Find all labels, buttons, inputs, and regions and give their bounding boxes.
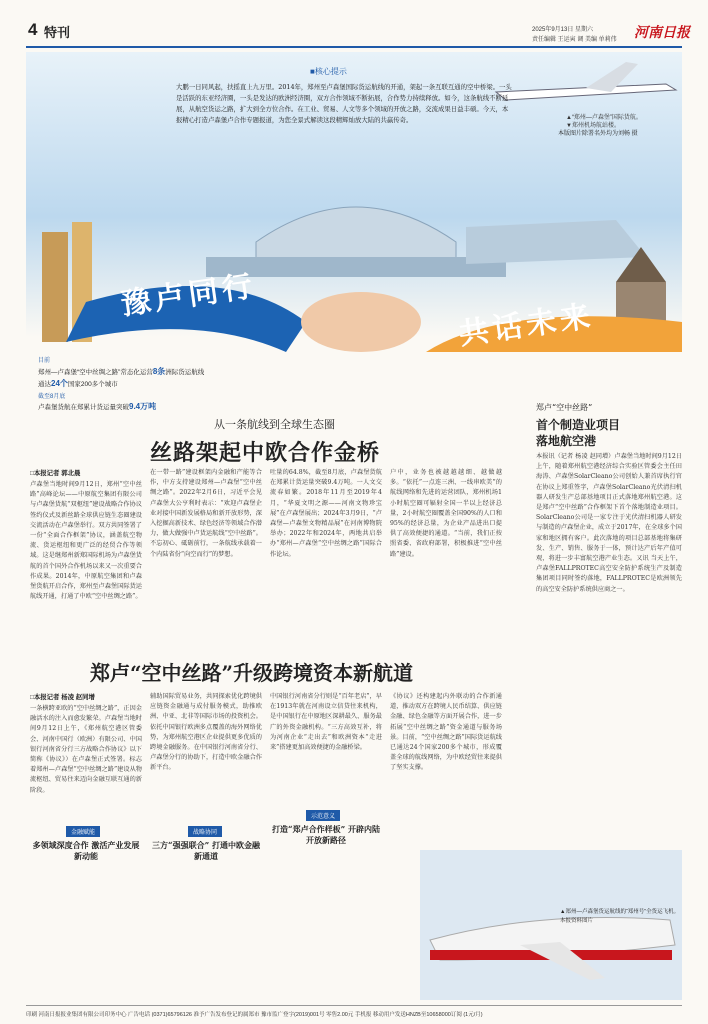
header-rule	[26, 46, 682, 48]
article2-tag-demo: 示范意义	[306, 810, 340, 821]
stat-routes-suffix: 洲际货运航线	[165, 369, 205, 376]
article1-col3: 吐量的64.8%，截至8月底，卢森堡货航在郑累计货运量突破9.4万吨。一人文交流春如繁。2018年11月至2019年4月，“华夏文明之源——河南文物珍宝展”在卢森堡展出；2024年3月9日，“卢森堡—卢森堡文物精品展”在河南博物院举办；2022年和2024年，两地共启举办“郑州—卢森堡“空中丝绸之路”国际合作论坛。	[270, 469, 382, 558]
stat-label-august: 截至8月底	[38, 394, 66, 400]
issue-date: 2025年9月13日 星期六	[532, 27, 594, 33]
stat-countries-text: 通达	[38, 381, 51, 388]
stat-countries-num: 24个	[51, 379, 68, 388]
article2-col4: 《协议》还构建起内外联动的合作新通道，推动双方在跨境人民币结算、供应链金融、绿色金融等方面开展合作，进一步拓展“空中丝绸之路”资金通道与服务场景。目前，“空中丝绸之路”国际货运航线已通达24个国家200多个城市，形成覆盖全球的航线网络，为中欧经贸往来提供了坚实支撑。	[390, 693, 502, 772]
article2-col3: 中国银行河南省分行则是“百年老店”，早在1913年就在河南设立信贷往来机构，是中国银行在中原地区深耕最久、服务最广的外资金融机构。“三方高效互补，将为河南企业“走出去”和欧洲资本“走进来”搭建更加高效便捷的金融桥梁。	[270, 693, 382, 752]
article1-col4: 户中，业务也被越越越细、越做越多。“依托”一点连三洲、一线串欧美”的航线网络和先进的运营团队，郑州机场1小时航空圈可辐射全国一半以上经济总量，2小时航空圈覆盖全国90%的人口和95%的经济总量，为企业产品进出口提供了高效便捷的通道。“当前，我们正按照省委、省政府部署，积极推进“空中丝路”建设。	[390, 469, 502, 558]
hero-caption-1: ▲“郑州—卢森堡”国际货航。	[566, 115, 642, 121]
right-article-body: 本报讯（记者 杨凌 赵同增）卢森堡当地时间9月12日上午，随着郑州航空港经济综合实验区管委会主任田海涛、卢森堡SolarCleano公司创始人兼首席执行官在协议上郑重签字，卢森堡SolarCleano光伏清扫机器人研发生产总部基地项目正式落地郑州航空港。这是郑卢“空中丝路”合作框架下首个落地制造业项目。SolarCleano公司是一家专注于光伏清扫机器人研发与制造的卢森堡企业，成立于2017年，在全球多个国家和地区拥有客户。此次落地的项目总部基地将集研发、生产、销售、服务于一体，预计达产后年产值可观，将进一步丰富航空港产业生态。又讯 当天上午，卢森堡FALLPROTEC高空安全防护系统生产及制造集团项目同时签约落地，FALLPROTEC是欧洲领先的高空安全防护系统供应商之一。	[536, 453, 682, 593]
slogan-right: 共话未来	[456, 298, 597, 353]
newspaper-logo: 河南日报	[634, 25, 690, 41]
masthead	[0, 0, 708, 52]
terminal-wing	[466, 220, 646, 264]
photo-credit: 本版图片除署名外均为刘畅 摄	[558, 131, 638, 137]
stat-label-current: 目前	[38, 358, 51, 364]
stat-routes-num: 8条	[152, 367, 166, 376]
article2-headline: 郑卢“空中丝路”升级跨境资本新航道	[90, 661, 414, 685]
article1-col1: 卢森堡当地时间9月12日，郑州“空中丝路”高峰论坛——中原航空集团有限公司与卢森堡货航“双枢纽”建设战略合作协议签约仪式及新丝路全球供应链生态圈建设交流活动在卢森堡举行。双方共同签署了一份“全面合作框架”协议，涵盖航空物流、货运枢纽和更广泛的经贸合作等领域。这是继郑州新郑国际机场为卢森堡货航的首个国外合作机场以来又一次重要合作成果。2014年，中原航空集团和卢森堡货航开启合作，郑州至卢森堡国际货运航线开通，打通了中欧“空中丝绸之路”。	[30, 481, 142, 601]
editors: 责任编辑 王运寅 调 美编 单莉伟	[532, 37, 617, 43]
stat-routes	[38, 366, 204, 377]
cargo-caption: ▲郑州—卢森堡货运航线的“郑州号”全货运飞机。本报资料图片	[560, 909, 680, 924]
stat-countries-suffix: 国家200多个城市	[67, 381, 118, 388]
hero-label: ■核心提示	[310, 67, 347, 76]
article2-tag-strategy: 战略协同	[188, 826, 222, 837]
plane-body	[496, 84, 676, 100]
article2-subhead-finance: 多领域深度合作 激活产业发展新动能	[32, 840, 140, 861]
right-title-2: 落地航空港	[536, 434, 597, 448]
article2-subhead-demo: 打造“郑卢合作样板” 开辟内陆开放新路径	[272, 824, 380, 845]
hero-caption-2: ▼郑州机场航站楼。	[566, 123, 620, 129]
article1-kicker: 从一条航线到全球生态圈	[214, 418, 335, 431]
stat-countries	[38, 378, 118, 389]
stat-volume-num: 9.4万吨	[129, 402, 157, 411]
article2-col1: 一条横跨亚欧的“空中丝绸之路”，正因金融活水的注入而愈发繁荣。卢森堡当地时间9月12日上午，《郑州航空港区管委会、河南中国行（欧洲）有限公司、中国银行河南省分行三方战略合作协议》以下简称《协议》）在卢森堡正式签署。标志着郑州—卢森堡“空中丝绸之路”建设从物流枢纽、贸易往来迈向金融互联互通的新阶段。	[30, 705, 142, 794]
right-kicker: 郑卢“空中丝路”	[536, 403, 593, 412]
right-title-1: 首个制造业项目	[536, 418, 621, 432]
article1-byline: □本报记者 郭北晨	[30, 470, 81, 477]
handshake	[301, 292, 421, 352]
hero-intro: 大鹏一日同风起，扶摇直上九万里。2014年，郑州至卢森堡国际货运航线的开通，架起一条互联互通的空中桥梁。一头是活跃的东亚经济圈，一头是发达的欧洲经济圈，双方合作领域不断拓展，合作势力持续释放。如今，这条航线不断延展，从航空货运之路，扩大到全方位合作。在工业、贸易、人文等多个领域的开放之路，交流成果日益丰硕。今天，本报精心打造卢森堡卢合作专题报道，为您全景式解读这段精辉灿放大陆的共赢传奇。	[176, 83, 512, 124]
article2-byline: □本报记者 杨凌 赵同增	[30, 694, 95, 701]
stat-volume-text: 卢森堡货航在郑累计货运量突破	[38, 404, 129, 411]
article1-col2: 在一带一路”建设框架内金融和产能等合作，中方支持建设郑州—卢森堡“空中丝绸之路”。2022年2月6日，习近平会见卢森堡大公亨利时表示：“欢迎卢森堡企业对接中国新发展格局和新开放形势，深入挖掘高新技术、绿色经济等领域合作潜力，做大做强中卢货运航线“空中丝路”。不忘初心、砥砺前行，一条航线承载着一个内陆省份“向空而行”的梦想。	[150, 469, 262, 558]
article2-subhead-strategy: 三方“强强联合” 打通中欧金融新通道	[152, 840, 260, 861]
footer-info: 印刷 河南日报报业集团有限公司印务中心 广告电话 (0371)65796126 准予广告发布登记的属郑市 豫市监广登字(2019)001号 零售2.00元 手机报 移动用户发送HNZB至10658000订阅 (1元/月)	[26, 1005, 682, 1018]
left-tower	[42, 232, 68, 342]
slogan-left: 豫卢同行	[118, 268, 259, 323]
article2-tag-finance: 金融赋能	[66, 826, 100, 837]
stat-routes-text: 郑州—卢森堡“空中丝绸之路”常态化运营	[38, 369, 153, 376]
article2-col2: 辅助国际贸易业务，共同探索优化跨境供应链资金融通与成付服务模式，助推欧洲、中亚、北非等国际市场的投资机会。依托中国银行欧洲多点覆盖的海外网络优势，为郑州航空港区企业提供更多优质的跨境金融服务。在中国银行河南省分行、卢森堡分行的协助下，打造中欧金融合作新平台。	[150, 693, 262, 772]
section-name: 特刊	[44, 26, 71, 41]
page-number: 4	[28, 20, 38, 39]
stat-volume	[38, 401, 156, 412]
article1-headline: 丝路架起中欧合作金桥	[150, 440, 381, 466]
